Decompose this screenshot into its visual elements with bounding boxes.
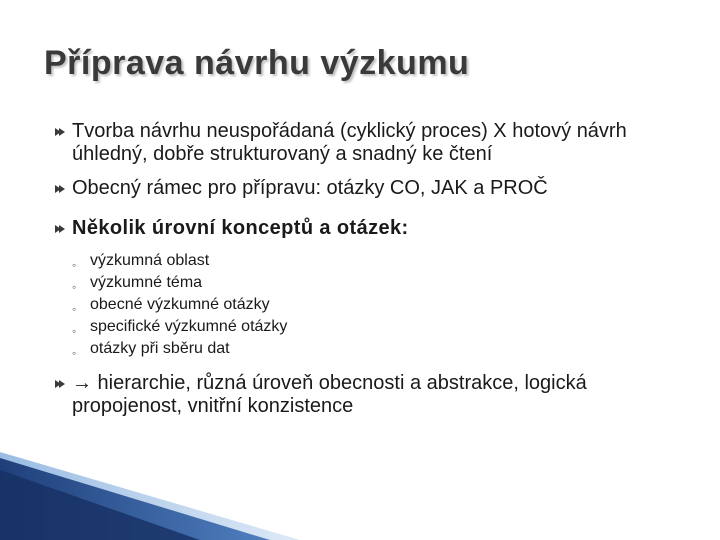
sub-item-text: otázky při sběru dat	[90, 340, 230, 357]
ring-bullet-icon: ◦	[72, 346, 77, 360]
ring-bullet-icon: ◦	[72, 324, 77, 338]
ring-bullet-icon: ◦	[72, 302, 77, 316]
ring-bullet-icon: ◦	[72, 258, 77, 272]
bullet-text: → hierarchie, různá úroveň obecnosti a abstrakce, logická propojenost, vnitřní konzistence	[72, 372, 587, 417]
sub-item-text: výzkumná oblast	[90, 252, 210, 269]
bullet-text: Několik úrovní konceptů a otázek:	[72, 217, 409, 239]
sub-list-item	[72, 294, 672, 316]
sub-list-item	[72, 316, 672, 338]
bullet-item	[54, 217, 694, 240]
bullet-text: Obecný rámec pro přípravu: otázky CO, JAK a PROČ	[72, 177, 548, 199]
sub-list-item	[72, 338, 672, 360]
bullet-item	[54, 120, 694, 166]
decorative-swoosh	[0, 440, 720, 540]
arrow-bullet-icon	[54, 126, 66, 138]
sub-list-item	[72, 250, 672, 272]
slide-title: Příprava návrhu výzkumu	[44, 44, 470, 82]
arrow-bullet-icon	[54, 223, 66, 235]
ring-bullet-icon: ◦	[72, 280, 77, 294]
bullet-item	[54, 372, 694, 418]
bullet-text: Tvorba návrhu neuspořádaná (cyklický proces) X hotový návrh úhledný, dobře strukturovaný a snadný ke čtení	[72, 120, 627, 165]
sub-item-text: výzkumné téma	[90, 274, 203, 291]
sub-list-item	[72, 272, 672, 294]
arrow-bullet-icon	[54, 378, 66, 390]
sub-item-text: obecné výzkumné otázky	[90, 296, 270, 313]
sub-item-text: specifické výzkumné otázky	[90, 318, 288, 335]
arrow-bullet-icon	[54, 183, 66, 195]
bullet-item	[54, 177, 694, 200]
